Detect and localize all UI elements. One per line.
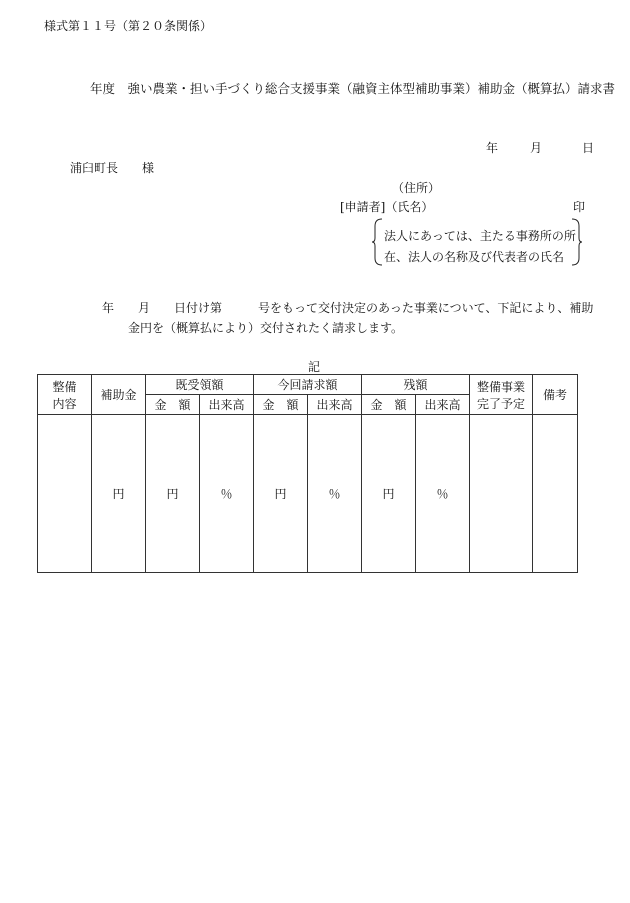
header-zangaku: 残額 bbox=[362, 375, 470, 395]
body-text-line-1: 年 月 日付け第 号をもって交付決定のあった事業について、下記により、補助 bbox=[102, 301, 594, 315]
note-line-2: 在、法人の名称及び代表者の氏名 bbox=[384, 250, 565, 264]
header-kanryo-yotei bbox=[470, 375, 533, 415]
body-text-line-2: 金円を（概算払により）交付されたく請求します。 bbox=[128, 321, 404, 335]
name-label: （氏名） bbox=[385, 200, 434, 214]
date-day: 日 bbox=[582, 141, 595, 155]
applicant-name-row bbox=[340, 198, 433, 215]
subheader-kiju-kingaku: 金 額 bbox=[146, 395, 200, 415]
subheader-konkai-kingaku: 金 額 bbox=[254, 395, 308, 415]
note-line-1: 法人にあっては、主たる事務所の所 bbox=[384, 229, 576, 243]
address-label: （住所） bbox=[392, 181, 441, 195]
cell-konkai-kingaku-unit: 円 bbox=[254, 415, 308, 573]
addressee: 浦臼町長 様 bbox=[70, 161, 155, 175]
cell-kanryo-yotei bbox=[470, 415, 533, 573]
cell-zangaku-dekidaka-unit: ％ bbox=[416, 415, 470, 573]
cell-zangaku-kingaku-unit: 円 bbox=[362, 415, 416, 573]
subheader-zangaku-kingaku: 金 額 bbox=[362, 395, 416, 415]
header-seibi-line2: 内容 bbox=[52, 396, 77, 411]
header-biko: 備考 bbox=[533, 375, 578, 415]
header-hojokin: 補助金 bbox=[92, 375, 146, 415]
subheader-kiju-dekidaka: 出来高 bbox=[200, 395, 254, 415]
seal-mark: 印 bbox=[573, 200, 586, 214]
cell-biko bbox=[533, 415, 578, 573]
form-number: 様式第１１号（第２０条関係） bbox=[44, 19, 213, 33]
applicant-label: [申請者] bbox=[340, 200, 386, 214]
cell-kiju-dekidaka-unit: ％ bbox=[200, 415, 254, 573]
subheader-konkai-dekidaka: 出来高 bbox=[308, 395, 362, 415]
cell-kiju-kingaku-unit: 円 bbox=[146, 415, 200, 573]
date-month: 月 bbox=[530, 141, 543, 155]
ki-heading: 記 bbox=[308, 360, 321, 374]
document-title: 年度 強い農業・担い手づくり総合支援事業（融資主体型補助事業）補助金（概算払）請求書 bbox=[90, 81, 616, 96]
header-konkai: 今回請求額 bbox=[254, 375, 362, 395]
date-year: 年 bbox=[486, 141, 499, 155]
cell-seibi-naiyo bbox=[38, 415, 92, 573]
claim-table bbox=[37, 374, 578, 573]
header-seibi-line1: 整備 bbox=[52, 379, 77, 394]
header-seibi-naiyo bbox=[38, 375, 92, 415]
header-kanryo-line1: 整備事業 bbox=[476, 379, 525, 394]
header-kanryo-line2: 完了予定 bbox=[476, 396, 525, 411]
header-kiju: 既受領額 bbox=[146, 375, 254, 395]
cell-hojokin-unit: 円 bbox=[92, 415, 146, 573]
cell-konkai-dekidaka-unit: ％ bbox=[308, 415, 362, 573]
corporate-note bbox=[372, 218, 582, 266]
subheader-zangaku-dekidaka: 出来高 bbox=[416, 395, 470, 415]
date-line bbox=[486, 139, 594, 156]
